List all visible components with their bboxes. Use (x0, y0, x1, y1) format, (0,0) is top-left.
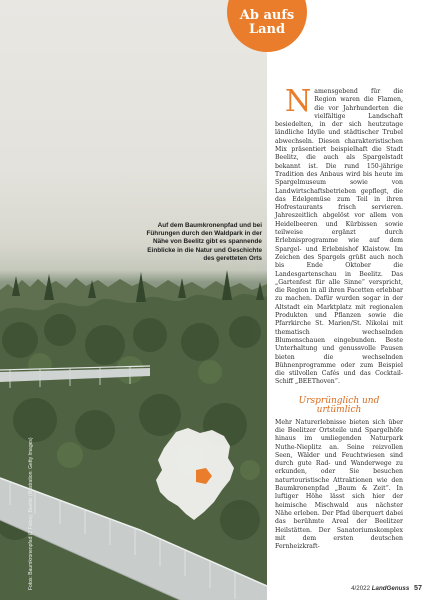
paragraph-1-text: amensgebend für die Region waren die Flamen, die vor Jahrhunderten die vielfältige Landschaft besiedelten, in der sich heutzutage ländliche Idylle und städtischer Trubel abwechseln. Diesen charakteristischen Mix präsentiert beispielhaft die Stadt Beelitz, die auch als Spargelstadt bekannt ist. Die rund 150-jährige Tradition des Anbaus wird bis heute im Spargelmuseum sowie von Landwirtschaftsbetrieben gepflegt, die das Edelgemüse zum Teil in ihren Hofrestaurants frisch servieren. Jahreszeitlich abgelöst vor allem von Heidelbeeren und Kürbissen sowie teilweise ergänzt durch Erlebnisprogramme wie auf dem Spargel- und Erlebnishof Klaistow. Im Zeichen des Spargels grüßt auch noch bis Ende Oktober die Landesgartenschau in Beelitz. Das „Gartenfest für alle Sinne“ verspricht, die Region in all ihren Facetten erlebbar zu machen. Dafür wurden sogar in der Altstadt ein Marktplatz mit regionalen Produkten und Pflanzen sowie die Pfarrkirche St. Marien/St. Nikolai mit thematisch wechselnden Blumenschauen eingebunden. Beste Unterhaltung und genussvolle Pausen bieten die wechselnden Bühnenprogramme oder zum Beispiel die stilvollen Cafés und das Cocktail-Schiff „BEEThoven“. (275, 88, 403, 386)
subheading-line1: Ursprünglich und (298, 395, 380, 406)
issue-number: 4/2022 (351, 585, 371, 592)
article-column (275, 84, 403, 551)
photo-caption: Auf dem Baumkronenpfad und bei Führungen durch den Waldpark in der Nähe von Beelitz gibt es spannende Einblicke in die Natur und Geschichte des geretteten Orts (146, 222, 262, 262)
subheading-line2: urtümlich (316, 404, 362, 415)
subheading (275, 397, 403, 415)
badge-line2: Land (248, 22, 286, 37)
magazine-name: LandGenuss (371, 585, 410, 592)
page-footer (342, 583, 422, 592)
article-paragraph-2: Mehr Naturerlebnisse bieten sich über die Beelitzer Ortsteile und Spargelhöfe hinaus im umliegenden Naturpark Nuthe-Nieplitz an. Seine reizvollen Seen, Wälder und Feuchtwiesen sind durch gute Rad- und Wanderwege zu erkunden, oder Sie besuchen naturtouristische Attraktionen wie den Baumkronenpfad „Baum & Zeit“. In luftiger Höhe lässt sich hier der heimische Mischwald aus nächster Nähe erleben. Der Pfad überquert dabei das berühmte Areal der Beelitzer Heilstätten. Der Sanatoriumskomplex mit dem ersten deutschen Fernheizkraft- (275, 418, 403, 551)
photo-credit: Fotos: Baumkronenpfad (2 Fotos); Beelitz (Illustration: Getty Images) (28, 437, 34, 590)
badge-line1: Ab aufs (239, 8, 295, 23)
article-paragraph-1 (275, 84, 403, 387)
page-number: 57 (414, 583, 422, 592)
drop-cap: N (285, 84, 312, 119)
